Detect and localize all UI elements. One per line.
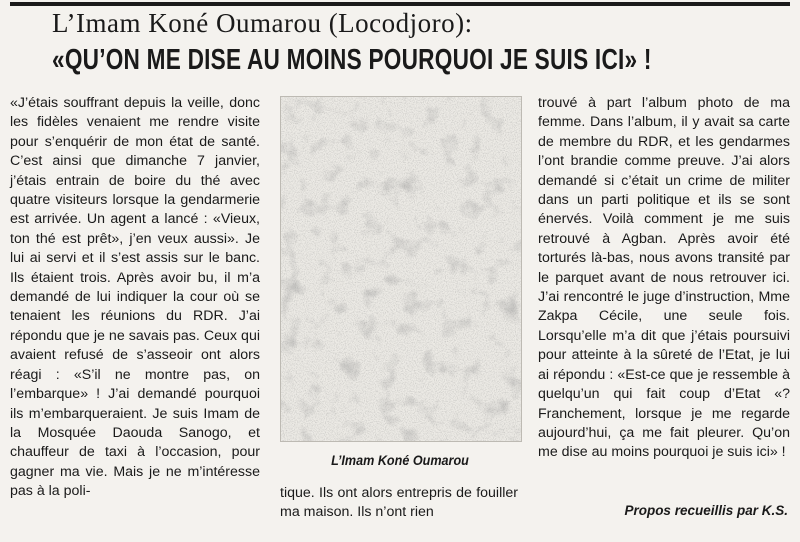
headline-title: «QU’ON ME DISE AU MOINS POURQUOI JE SUIS ICI» ! (52, 44, 652, 76)
photo-caption: L’Imam Koné Oumarou (331, 452, 469, 468)
portrait-photo-texture (281, 97, 521, 441)
author-credit: Propos recueillis par K.S. (624, 503, 788, 518)
column-1-text: «J’étais souffrant depuis la veille, donc les fidèles venaient me rendre visite pour s’enquérir de mon état de santé. C’est ainsi que dimanche 7 janvier, j’étais entrain de boire du thé avec quatre visiteurs lorsque la gendarmerie est arrivée. Un agent a lancé : «Vieux, ton thé est prêt», j’en veux aussi». Je lui ai servi et il s’est assis sur le banc. Ils étaient trois. Après avoir bu, il m’a demandé de lui indiquer la cour où se tenaient les réunions du RDR. J’ai répondu que je ne savais pas. Ceux qui avaient refusé de s’asseoir ont alors réagi : «S’il ne montre pas, on l’embarque» ! J’ai demandé pourquoi ils m’embarqueraient. Je suis Imam de la Mosquée Daouda Sanogo, et chauffeur de taxi à l’occasion, pour gagner ma vie. Mais je ne m’intéresse pas à la poli- (10, 95, 260, 500)
top-rule (10, 2, 790, 6)
headline-kicker: L’Imam Koné Oumarou (Locodjoro): (52, 8, 473, 38)
article-column-2 (280, 484, 518, 523)
column-2-text: tique. Ils ont alors entrepris de fouiller ma maison. Ils n’ont rien (280, 485, 518, 521)
article-column-1 (10, 94, 260, 502)
column-3-text: trouvé à part l’album photo de ma femme. Dans l’album, il y avait sa carte de membre du RDR, et les gendarmes l’ont brandie comme preuve. J’ai alors demandé si c’était un crime de militer dans un parti politique et ils se sont énervés. Voilà comment je me suis retrouvé à Agban. Après avoir été torturés là-bas, nous avons transité par le parquet avant de nous retrouver ici. J’ai rencontré le juge d’instruction, Mme Zakpa Cécile, une seule fois. Lorsqu’elle m’a dit que j’étais poursuivi pour atteinte à la sûreté de l’Etat, je lui ai répondu : «Est-ce que je ressemble à quelqu’un qui fait coup d’Etat «? Franchement, lorsque je me regarde aujourd’hui, ça me fait pleurer. Qu’on me dise au moins pourquoi je suis ici» ! (538, 95, 790, 461)
article-column-3 (538, 94, 790, 463)
portrait-photo (280, 96, 522, 442)
